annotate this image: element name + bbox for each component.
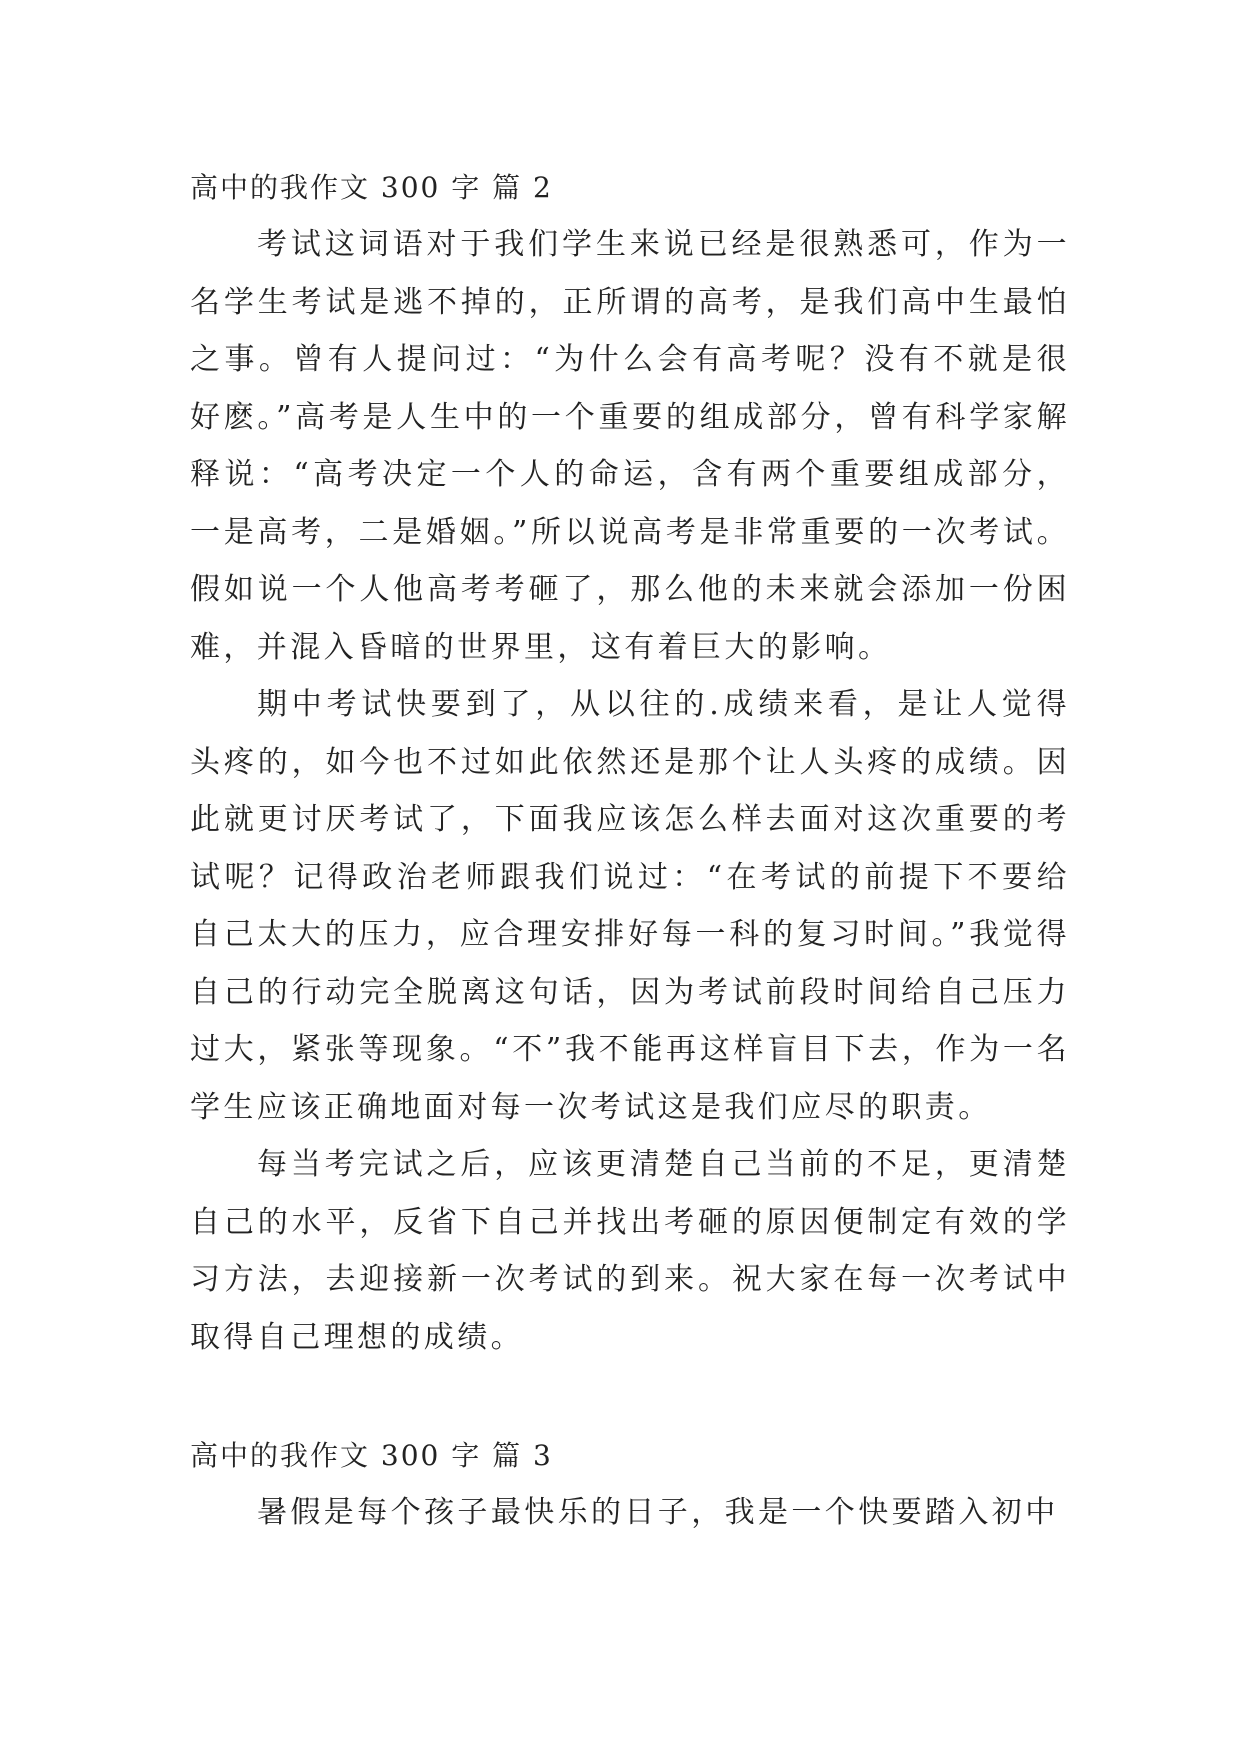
section-title: 高中的我作文 300 字 篇 2 <box>190 171 553 204</box>
paragraph: 考试这词语对于我们学生来说已经是很熟悉可，作为一名学生考试是逃不掉的，正所谓的高考，是我们高中生最怕之事。曾有人提问过：“为什么会有高考呢？没有不就是很好麽。”高考是人生中的一个重要的组成部分，曾有科学家解释说：“高考决定一个人的命运，含有两个重要组成部分，一是高考，二是婚姻。”所以说高考是非常重要的一次考试。假如说一个人他高考考砸了，那么他的未来就会添加一份困难，并混入昏暗的世界里，这有着巨大的影响。 <box>190 227 1070 665</box>
paragraph: 每当考完试之后，应该更清楚自己当前的不足，更清楚自己的水平，反省下自己并找出考砸的原因便制定有效的学习方法，去迎接新一次考试的到来。祝大家在每一次考试中取得自己理想的成绩。 <box>190 1147 1070 1355</box>
paragraph: 暑假是每个孩子最快乐的日子，我是一个快要踏入初中 <box>257 1495 1059 1530</box>
section-title: 高中的我作文 300 字 篇 3 <box>190 1439 553 1472</box>
paragraph: 期中考试快要到了，从以往的.成绩来看，是让人觉得头疼的，如今也不过如此依然还是那个让人头疼的成绩。因此就更讨厌考试了，下面我应该怎么样去面对这次重要的考试呢？记得政治老师跟我们说过：“在考试的前提下不要给自己太大的压力，应合理安排好每一科的复习时间。”我觉得自己的行动完全脱离这句话，因为考试前段时间给自己压力过大，紧张等现象。“不”我不能再这样盲目下去，作为一名学生应该正确地面对每一次考试这是我们应尽的职责。 <box>190 687 1070 1125</box>
section-spacer <box>190 1366 1070 1428</box>
document-body <box>190 160 1070 1542</box>
